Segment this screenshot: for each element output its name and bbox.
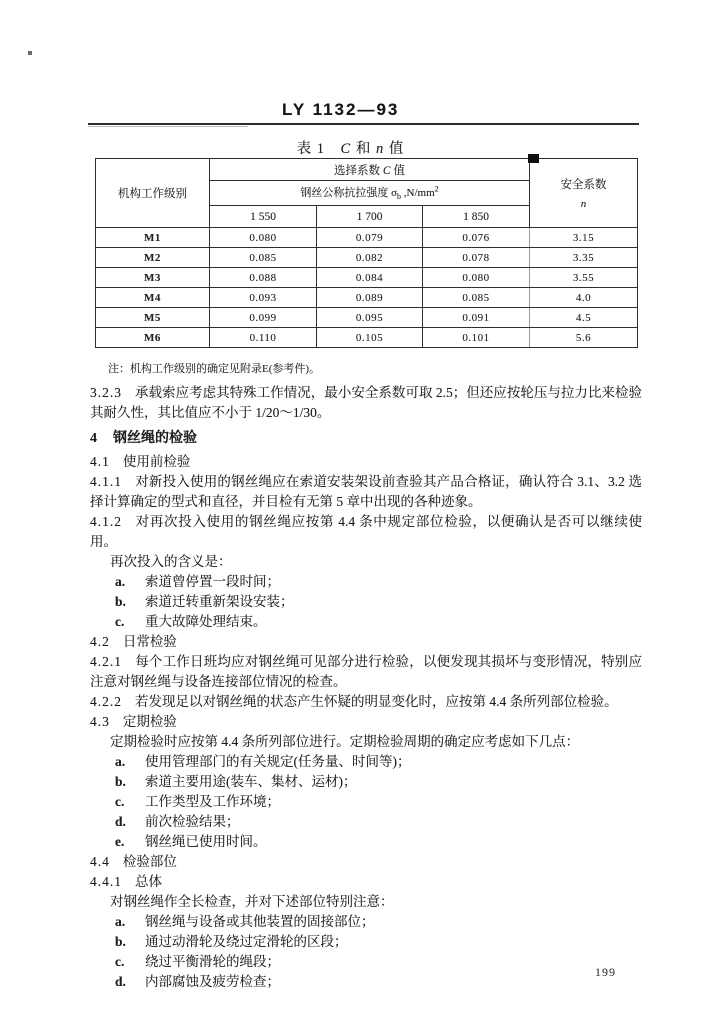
clause-text: 再次投入的含义是： <box>110 554 232 569</box>
safety-factor-cell: 3.35 <box>530 248 638 268</box>
clause-number: 4.2.2 <box>90 694 122 709</box>
c-value-cell: 0.085 <box>210 248 317 268</box>
list-item <box>90 812 642 832</box>
table-row <box>96 228 638 248</box>
clause-text: 前次检验结果； <box>145 814 240 829</box>
item-letter: d. <box>115 974 126 989</box>
clause-text: 对再次投入使用的钢丝绳应按第 4.4 条中规定部位检验，以便确认是否可以继续使用。 <box>90 514 642 549</box>
clause-paragraph <box>90 552 642 572</box>
clause-number: 4.1.1 <box>90 474 122 489</box>
clause-text: 钢丝绳已使用时间。 <box>145 834 267 849</box>
clause-text: 索道曾停置一段时间； <box>145 574 280 589</box>
c-value-cell: 0.089 <box>317 288 423 308</box>
clause-text: 绕过平衡滑轮的绳段； <box>145 954 280 969</box>
clause-number: 4 <box>90 431 98 446</box>
clause-paragraph <box>90 872 642 892</box>
clause-number: 4.1.2 <box>90 514 122 529</box>
table-row <box>96 328 638 348</box>
list-item <box>90 572 642 592</box>
clause-number: 4.2.1 <box>90 654 122 669</box>
header-rule <box>88 123 639 125</box>
work-level-cell: M4 <box>96 288 210 308</box>
clause-text: 工作类型及工作环境； <box>145 794 280 809</box>
list-item <box>90 592 642 612</box>
strength-1700: 1 700 <box>317 206 423 228</box>
clause-text: 日常检验 <box>122 634 177 649</box>
clause-text: 承载索应考虑其特殊工作情况，最小安全系数可取 2.5；但还应按轮压与拉力比来检验其耐久性，其比值应不小于 1/20～1/30。 <box>90 385 642 420</box>
table-row <box>96 248 638 268</box>
clause-text: 索道主要用途(装车、集材、运材)； <box>145 774 357 789</box>
table-title-prefix: 表 1 <box>296 141 341 157</box>
clause-number: 4.2 <box>90 634 110 649</box>
scan-square-artifact <box>528 154 539 163</box>
work-level-cell: M6 <box>96 328 210 348</box>
table-title-suffix: 值 <box>384 141 405 157</box>
c-value-cell: 0.101 <box>423 328 530 348</box>
clause-paragraph <box>90 383 642 423</box>
clause-paragraph <box>90 632 642 652</box>
clause-text: 若发现足以对钢丝绳的状态产生怀疑的明显变化时，应按第 4.4 条所列部位检验。 <box>135 694 618 709</box>
c-value-cell: 0.080 <box>423 268 530 288</box>
clause-text: 索道迁转重新架设安装； <box>145 594 294 609</box>
c-value-cell: 0.091 <box>423 308 530 328</box>
clause-text: 每个工作日班均应对钢丝绳可见部分进行检验，以便发现其损坏与变形情况，特别应注意对钢丝绳与设备连接部位情况的检查。 <box>90 654 642 689</box>
clause-number: 4.3 <box>90 714 110 729</box>
clause-paragraph <box>90 892 642 912</box>
item-letter: c. <box>115 794 125 809</box>
list-item <box>90 752 642 772</box>
clause-paragraph <box>90 512 642 552</box>
clause-number: 4.1 <box>90 454 110 469</box>
work-level-cell: M1 <box>96 228 210 248</box>
work-level-cell: M5 <box>96 308 210 328</box>
item-letter: b. <box>115 934 126 949</box>
c-value-cell: 0.099 <box>210 308 317 328</box>
item-letter: e. <box>115 834 125 849</box>
clause-paragraph <box>90 472 642 512</box>
item-letter: a. <box>115 754 126 769</box>
clause-text: 对新投入使用的钢丝绳应在索道安装架设前查验其产品合格证，确认符合 3.1、3.2 选择计算确定的型式和直径，并目检有无第 5 章中出现的各种迹象。 <box>90 474 642 509</box>
clause-number: 4.4.1 <box>90 874 122 889</box>
item-letter: c. <box>115 954 125 969</box>
item-letter: a. <box>115 914 126 929</box>
c-value-cell: 0.088 <box>210 268 317 288</box>
c-n-value-table <box>95 158 638 348</box>
list-item <box>90 932 642 952</box>
safety-factor-cell: 4.0 <box>530 288 638 308</box>
clause-text: 总体 <box>135 874 162 889</box>
clause-text: 定期检验时应按第 4.4 条所列部位进行。定期检验周期的确定应考虑如下几点： <box>110 734 580 749</box>
list-item <box>90 772 642 792</box>
clause-number: 4.4 <box>90 854 110 869</box>
table-title-var-n: n <box>375 141 385 157</box>
clause-paragraph <box>90 852 642 872</box>
scan-speck-artifact <box>28 51 32 55</box>
table-note: 注：机构工作级别的确定见附录E(参考件)。 <box>108 363 321 375</box>
table-header-safety-factor: 安全系数 n <box>530 159 638 228</box>
clause-paragraph <box>90 692 642 712</box>
table-header-work-level: 机构工作级别 <box>96 159 210 228</box>
c-value-cell: 0.082 <box>317 248 423 268</box>
clause-paragraph <box>90 652 642 692</box>
clause-paragraph <box>90 732 642 752</box>
list-item <box>90 612 642 632</box>
standard-code: LY 1132—93 <box>282 100 400 119</box>
list-item <box>90 792 642 812</box>
item-letter: a. <box>115 574 126 589</box>
table-title-var-c: C <box>340 141 352 157</box>
table-title <box>0 137 701 158</box>
safety-factor-cell: 5.6 <box>530 328 638 348</box>
document-body <box>90 383 642 992</box>
clause-text: 定期检验 <box>122 714 177 729</box>
table-title-mid: 和 <box>351 141 376 157</box>
c-value-cell: 0.084 <box>317 268 423 288</box>
page-number: 199 <box>595 965 616 979</box>
c-value-cell: 0.076 <box>423 228 530 248</box>
c-value-cell: 0.080 <box>210 228 317 248</box>
c-value-cell: 0.095 <box>317 308 423 328</box>
clause-text: 内部腐蚀及疲劳检查； <box>145 974 280 989</box>
clause-paragraph <box>90 452 642 472</box>
work-level-cell: M3 <box>96 268 210 288</box>
list-item <box>90 972 642 992</box>
table-row <box>96 308 638 328</box>
clause-number: 3.2.3 <box>90 385 122 400</box>
c-value-cell: 0.105 <box>317 328 423 348</box>
c-value-cell: 0.093 <box>210 288 317 308</box>
clause-text: 重大故障处理结束。 <box>145 614 267 629</box>
table-row <box>96 288 638 308</box>
clause-text: 检验部位 <box>122 854 177 869</box>
table-header-c-value: 选择系数 C 值 <box>210 159 530 181</box>
item-letter: b. <box>115 594 126 609</box>
safety-factor-cell: 3.55 <box>530 268 638 288</box>
table-header-tensile-strength: 钢丝公称抗拉强度 $\sigma_b$ $,N/mm^2$ <box>210 181 530 206</box>
clause-text: 通过动滑轮及绕过定滑轮的区段； <box>145 934 348 949</box>
clause-text: 对钢丝绳作全长检查，并对下述部位特别注意： <box>110 894 394 909</box>
strength-1850: 1 850 <box>423 206 530 228</box>
list-item <box>90 832 642 852</box>
item-letter: b. <box>115 774 126 789</box>
item-letter: c. <box>115 614 125 629</box>
clause-paragraph <box>90 712 642 732</box>
chapter-heading <box>90 429 642 449</box>
safety-factor-cell: 4.5 <box>530 308 638 328</box>
c-value-cell: 0.079 <box>317 228 423 248</box>
clause-text: 钢丝绳的检验 <box>113 431 197 446</box>
clause-text: 钢丝绳与设备或其他装置的固接部位； <box>145 914 375 929</box>
clause-text: 使用管理部门的有关规定(任务量、时间等)； <box>145 754 411 769</box>
clause-text: 使用前检验 <box>122 454 191 469</box>
work-level-cell: M2 <box>96 248 210 268</box>
item-letter: d. <box>115 814 126 829</box>
list-item <box>90 952 642 972</box>
c-value-cell: 0.085 <box>423 288 530 308</box>
c-value-cell: 0.078 <box>423 248 530 268</box>
table-row <box>96 268 638 288</box>
safety-factor-cell: 3.15 <box>530 228 638 248</box>
strength-1550: 1 550 <box>210 206 317 228</box>
c-value-cell: 0.110 <box>210 328 317 348</box>
list-item <box>90 912 642 932</box>
